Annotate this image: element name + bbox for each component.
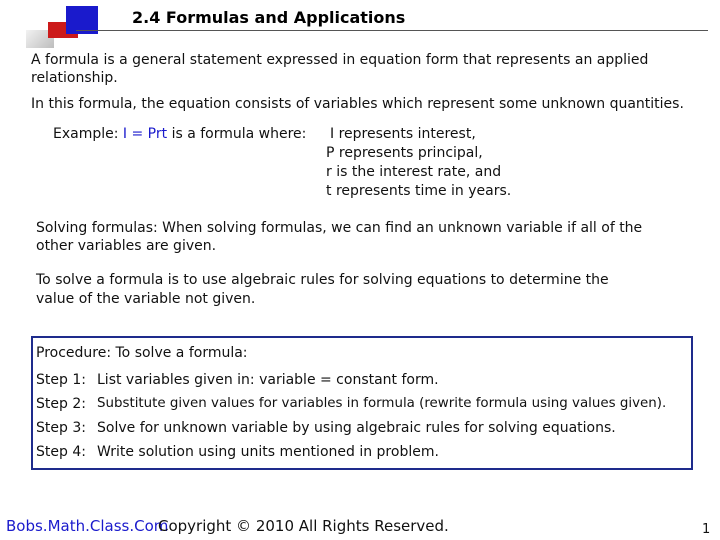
example-suffix: is a formula where: [171,126,307,142]
variables-line: In this formula, the equation consists of variables which represent some unknown quantities. [31,96,684,112]
intro-line-1: A formula is a general statement expressed in equation form that represents an applied [31,52,649,68]
step-3-label: Step 3: [36,420,86,436]
example-formula: I = Prt [122,126,168,142]
intro-line-2: relationship. [31,70,118,86]
step-2-text: Substitute given values for variables in formula (rewrite formula using values given). [97,396,667,411]
step-3-text: Solve for unknown variable by using algebraic rules for solving equations. [97,420,616,436]
example-item-3: r is the interest rate, and [326,164,502,180]
example-item-2: P represents principal, [326,145,483,161]
example-prefix: Example: [53,126,119,142]
example-item-4: t represents time in years. [326,183,512,199]
footer-brand: Bobs.Math.Class.Com [6,517,169,535]
solve-line-1: To solve a formula is to use algebraic rules for solving equations to determine the [36,272,609,288]
step-1-label: Step 1: [36,372,86,388]
solving-line-2: other variables are given. [36,238,217,254]
slide-title: 2.4 Formulas and Applications [132,8,406,27]
solving-line-1: Solving formulas: When solving formulas, we can find an unknown variable if all of the [36,220,643,236]
procedure-heading: Procedure: To solve a formula: [36,345,248,361]
step-2-label: Step 2: [36,396,86,412]
footer-copyright: Copyright © 2010 All Rights Reserved. [158,517,449,535]
step-1-text: List variables given in: variable = constant form. [97,372,439,388]
step-4-label: Step 4: [36,444,86,460]
slide-logo [26,6,98,50]
step-4-text: Write solution using units mentioned in problem. [97,444,439,460]
example-item-1: I represents interest, [330,126,476,142]
page-number: 1 [702,522,711,537]
example-line [53,125,306,143]
solve-line-2: value of the variable not given. [36,291,256,307]
title-divider [76,30,708,31]
